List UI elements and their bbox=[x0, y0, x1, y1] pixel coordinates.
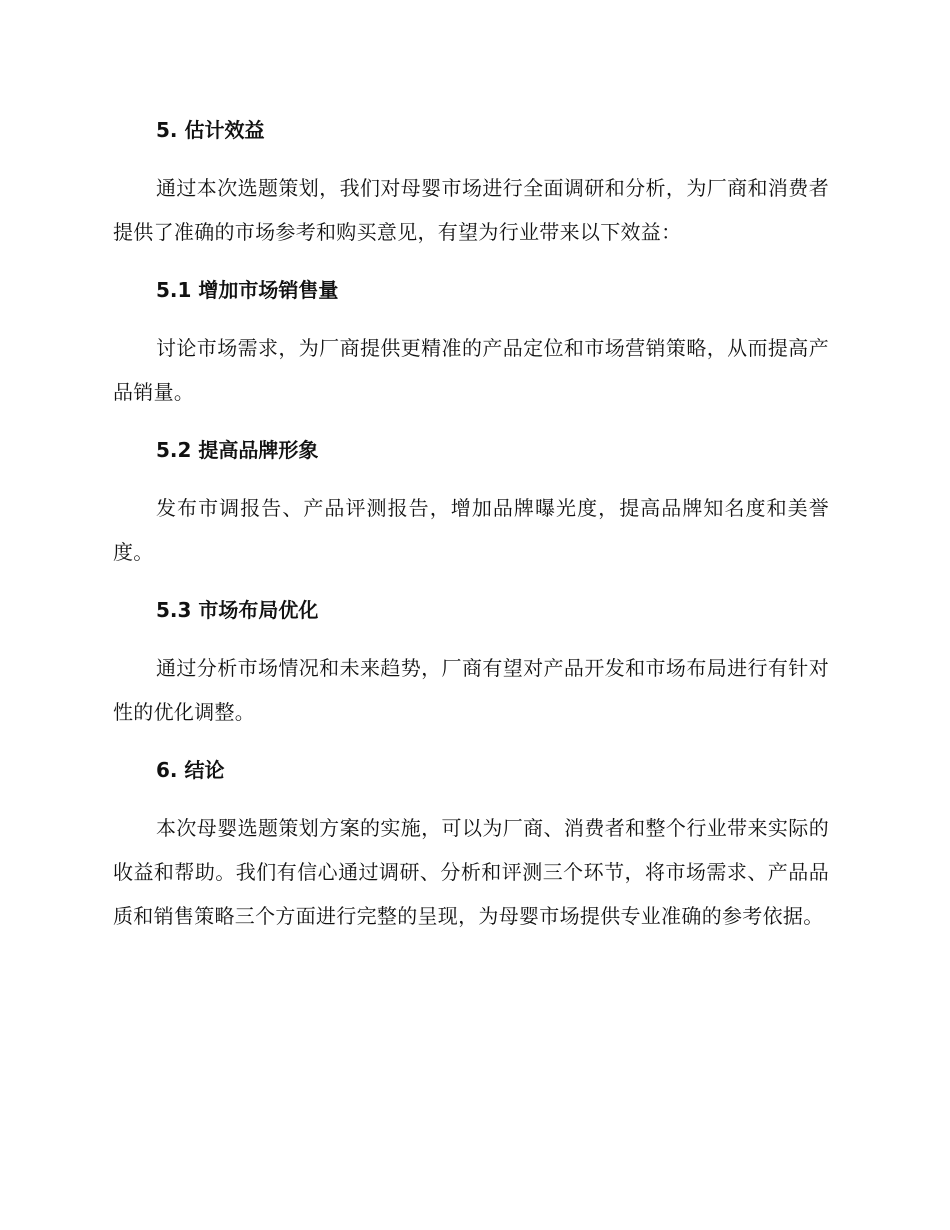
section-heading-estimated-benefits: 5. 估计效益 bbox=[156, 118, 265, 142]
section-paragraph-brand-image: 发布市调报告、产品评测报告，增加品牌曝光度，提高品牌知名度和美誉度。 bbox=[113, 496, 829, 564]
document-body bbox=[113, 108, 829, 938]
section-heading-increase-sales: 5.1 增加市场销售量 bbox=[156, 278, 339, 302]
section-paragraph-increase-sales: 讨论市场需求，为厂商提供更精准的产品定位和市场营销策略，从而提高产品销量。 bbox=[113, 336, 829, 404]
section-paragraph-estimated-benefits: 通过本次选题策划，我们对母婴市场进行全面调研和分析，为厂商和消费者提供了准确的市场参考和购买意见，有望为行业带来以下效益： bbox=[113, 176, 829, 244]
section-paragraph-conclusion: 本次母婴选题策划方案的实施，可以为厂商、消费者和整个行业带来实际的收益和帮助。我们有信心通过调研、分析和评测三个环节，将市场需求、产品品质和销售策略三个方面进行完整的呈现，为母婴市场提供专业准确的参考依据。 bbox=[113, 816, 829, 928]
section-heading-conclusion: 6. 结论 bbox=[156, 758, 225, 782]
section-heading-brand-image: 5.2 提高品牌形象 bbox=[156, 438, 319, 462]
section-heading-market-layout: 5.3 市场布局优化 bbox=[156, 598, 319, 622]
section-paragraph-market-layout: 通过分析市场情况和未来趋势，厂商有望对产品开发和市场布局进行有针对性的优化调整。 bbox=[113, 656, 829, 724]
